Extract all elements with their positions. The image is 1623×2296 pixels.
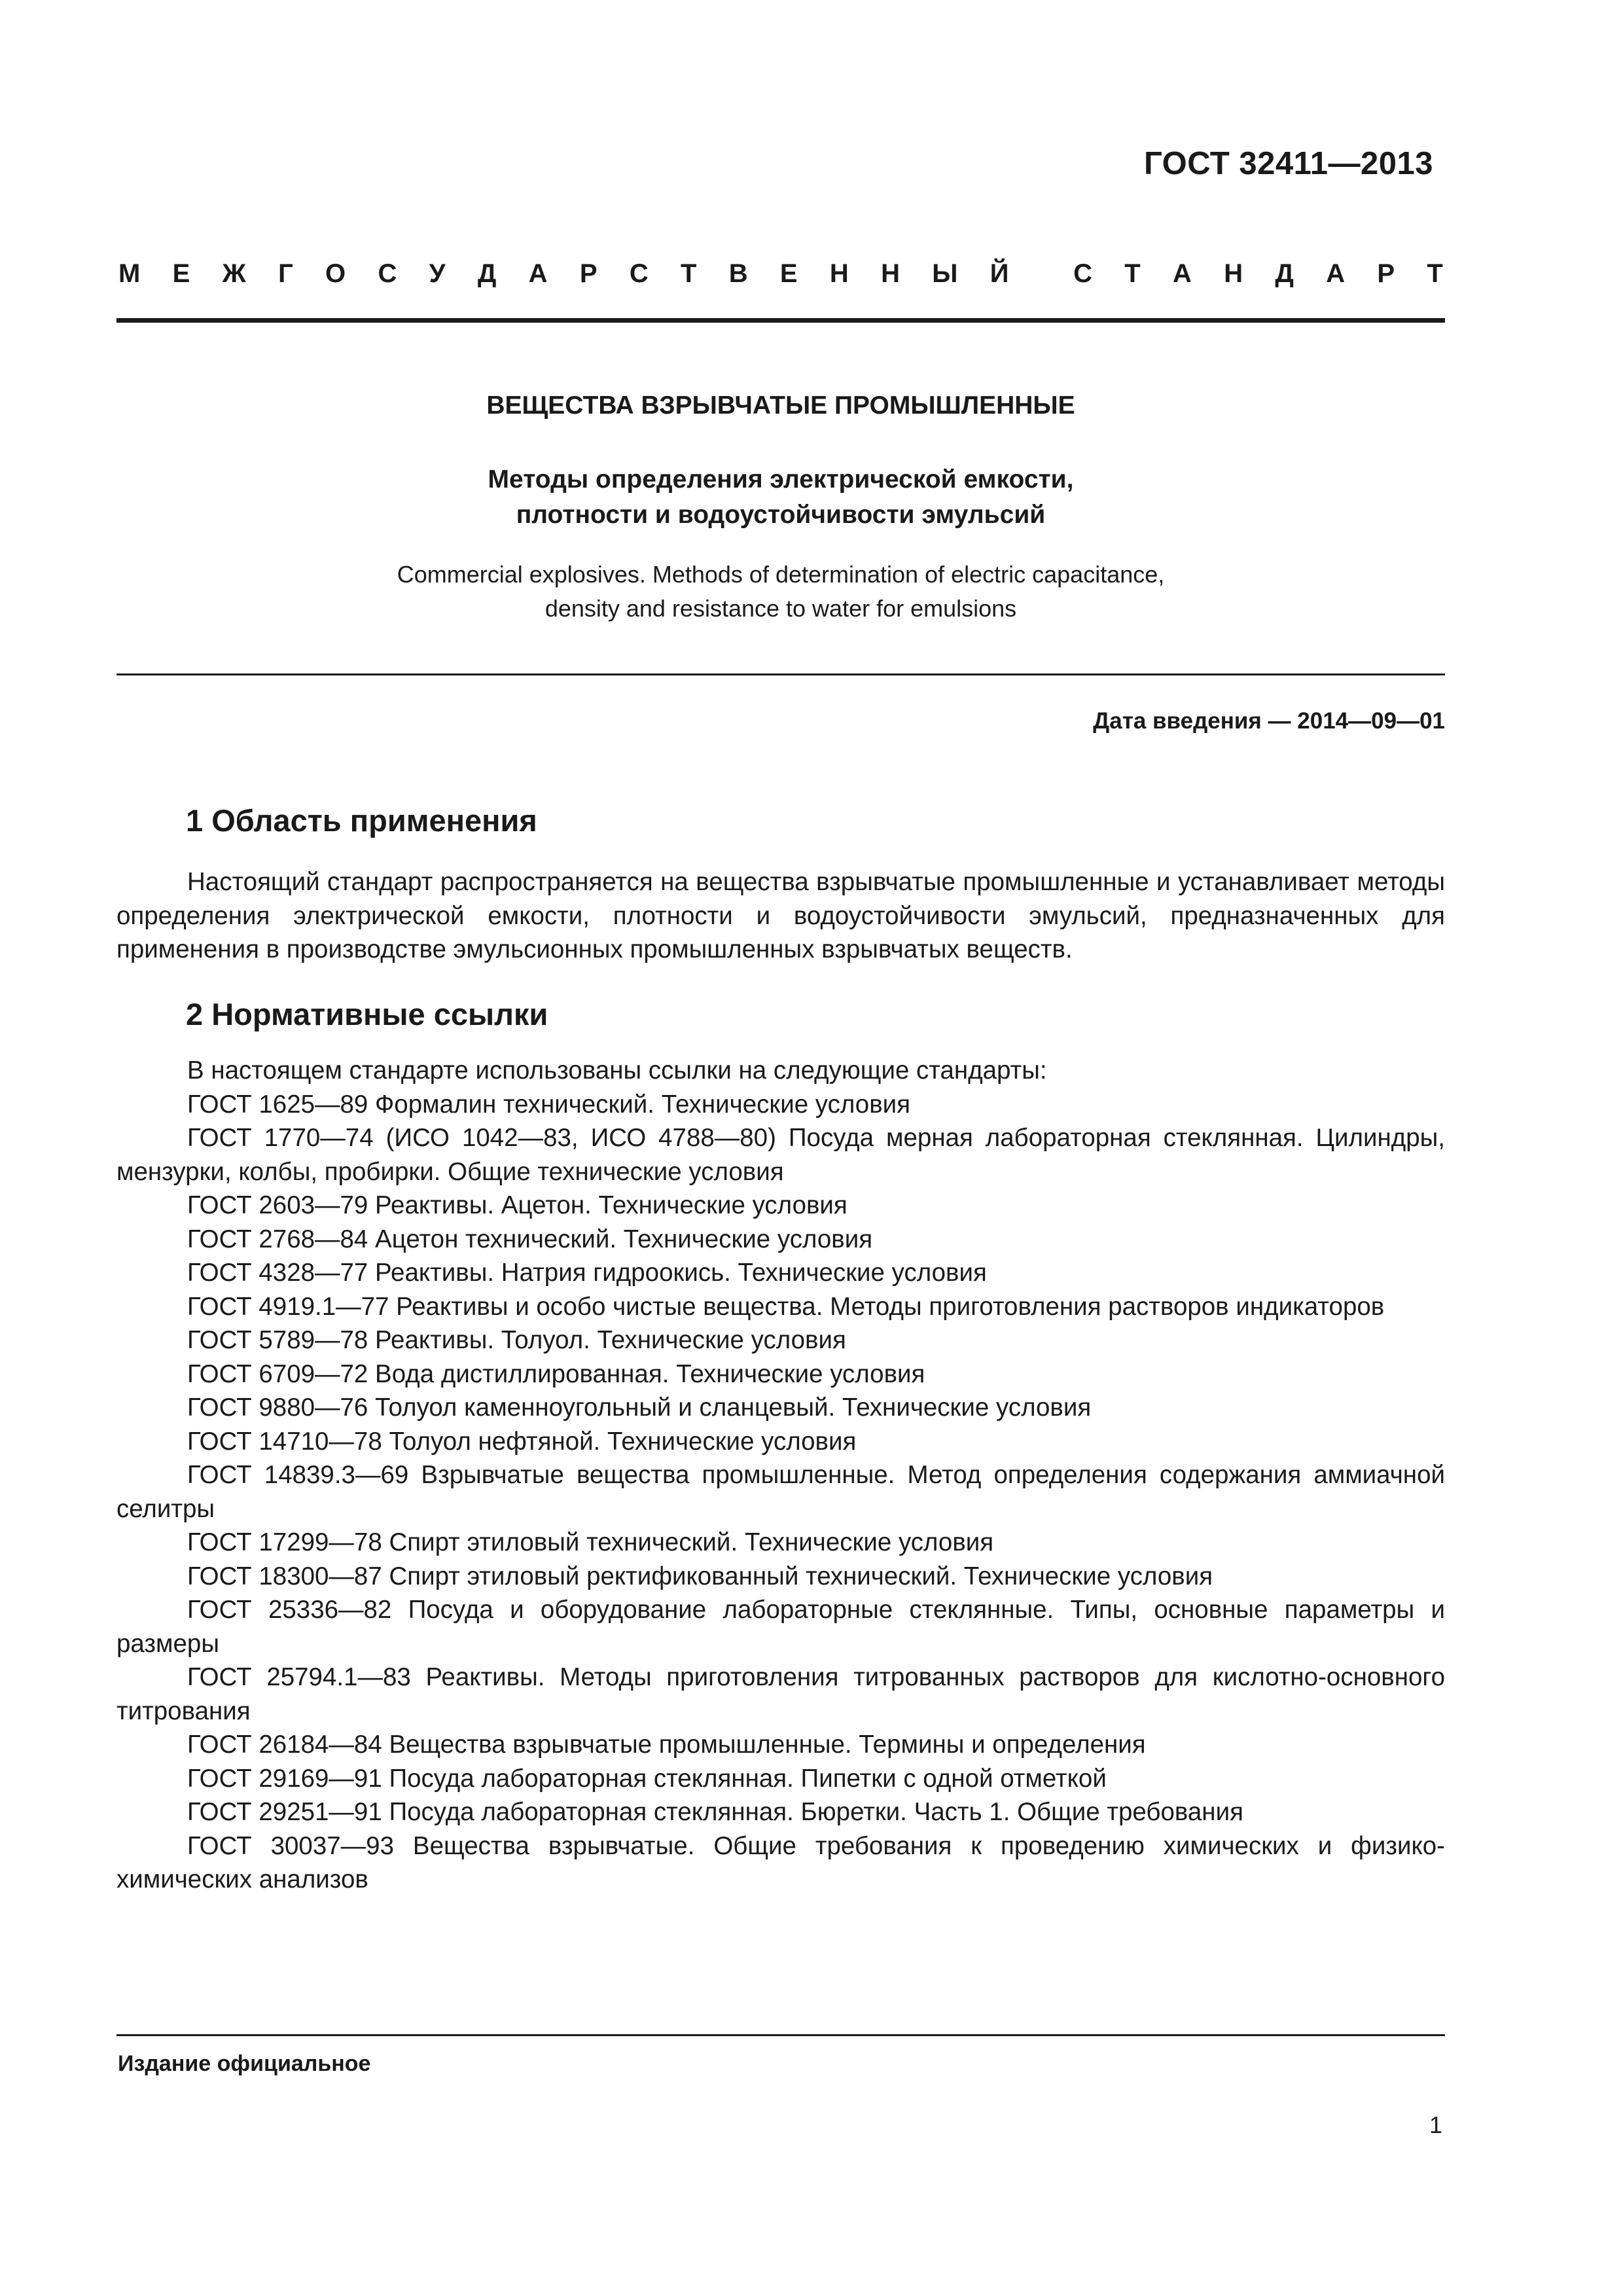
- standard-type-letter: А: [1173, 259, 1192, 288]
- reference-item: ГОСТ 9880—76 Толуол каменноугольный и сланцевый. Технические условия: [187, 1393, 1092, 1422]
- reference-item: ГОСТ 2768—84 Ацетон технический. Технические условия: [187, 1225, 873, 1253]
- standard-type-letter: А: [1326, 259, 1346, 288]
- standard-type-letter: Ж: [222, 259, 246, 288]
- standard-type-letter: У: [429, 259, 446, 288]
- reference-item: ГОСТ 4328—77 Реактивы. Натрия гидроокись. Технические условия: [187, 1259, 987, 1287]
- standard-type-letter: Н: [829, 259, 849, 288]
- standard-type-heading: [118, 259, 1443, 289]
- standard-type-letter: Р: [579, 259, 597, 288]
- english-title: [116, 558, 1445, 626]
- document-subtitle: [116, 462, 1445, 533]
- title-divider: [116, 673, 1445, 675]
- reference-item: ГОСТ 25336—82 Посуда и оборудование лабораторные стеклянные. Типы, основные параметры и размеры: [116, 1596, 1445, 1658]
- standard-type-letter: Н: [1224, 259, 1243, 288]
- section-1-text: Настоящий стандарт распространяется на вещества взрывчатые промышленные и устанавливает методы определения электрической емкости, плотности и водоустойчивости эмульсий, предназначенных для применения в производстве эмульсионных промышленных взрывчатых веществ.: [116, 868, 1445, 963]
- header-divider: [116, 318, 1445, 323]
- standard-type-letter: М: [118, 259, 141, 288]
- standard-type-letter: Р: [1377, 259, 1395, 288]
- standard-type-letter: С: [378, 259, 397, 288]
- standard-type-letter: Е: [779, 259, 798, 288]
- standard-type-letter: Т: [1427, 259, 1443, 288]
- reference-item: ГОСТ 17299—78 Спирт этиловый технический. Технические условия: [187, 1528, 994, 1556]
- reference-item: ГОСТ 1770—74 (ИСО 1042—83, ИСО 4788—80) Посуда мерная лабораторная стеклянная. Цилиндры, мензурки, колбы, пробирки. Общие технические условия: [116, 1124, 1445, 1186]
- section-1-paragraph: [116, 865, 1445, 967]
- reference-item: ГОСТ 29251—91 Посуда лабораторная стеклянная. Бюретки. Часть 1. Общие требования: [187, 1798, 1243, 1826]
- standard-type-letter: А: [528, 259, 548, 288]
- standard-type-letter: Т: [681, 259, 697, 288]
- english-title-line-2: density and resistance to water for emulsions: [544, 595, 1017, 622]
- reference-item: ГОСТ 4919.1—77 Реактивы и особо чистые вещества. Методы приготовления растворов индикаторов: [187, 1292, 1385, 1321]
- references-intro: В настоящем стандарте использованы ссылки на следующие стандарты:: [187, 1056, 1047, 1085]
- standard-type-letter: Н: [881, 259, 900, 288]
- standard-type-letter: Д: [477, 259, 497, 288]
- standard-type-letter: Е: [172, 259, 190, 288]
- document-code: ГОСТ 32411—2013: [1143, 146, 1433, 181]
- reference-item: ГОСТ 25794.1—83 Реактивы. Методы приготовления титрованных растворов для кислотно-основного титрования: [116, 1663, 1445, 1725]
- standard-type-letter: В: [728, 259, 748, 288]
- reference-item: ГОСТ 30037—93 Вещества взрывчатые. Общие требования к проведению химических и физико-химических анализов: [116, 1831, 1445, 1893]
- standard-type-letter: Д: [1275, 259, 1294, 288]
- standard-type-letter: Ы: [932, 259, 958, 288]
- standard-type-letter: Г: [278, 259, 293, 288]
- reference-item: ГОСТ 18300—87 Спирт этиловый ректификованный технический. Технические условия: [187, 1562, 1213, 1590]
- footer-divider: [116, 2034, 1445, 2036]
- reference-item: ГОСТ 1625—89 Формалин технический. Технические условия: [187, 1090, 910, 1119]
- normative-references-list: [116, 1054, 1445, 1897]
- standard-type-letter: С: [1073, 259, 1092, 288]
- introduction-date: Дата введения — 2014—09—01: [1093, 708, 1445, 734]
- section-2-heading: 2 Нормативные ссылки: [186, 997, 548, 1031]
- subtitle-line-2: плотности и водоустойчивости эмульсий: [516, 501, 1046, 529]
- reference-item: ГОСТ 6709—72 Вода дистиллированная. Технические условия: [187, 1359, 925, 1388]
- subtitle-line-1: Методы определения электрической емкости,: [488, 465, 1074, 493]
- standard-type-letter: О: [325, 259, 346, 288]
- reference-item: ГОСТ 29169—91 Посуда лабораторная стеклянная. Пипетки с одной отметкой: [187, 1764, 1107, 1793]
- reference-item: ГОСТ 5789—78 Реактивы. Толуол. Технические условия: [187, 1326, 846, 1354]
- reference-item: ГОСТ 26184—84 Вещества взрывчатые промышленные. Термины и определения: [187, 1731, 1146, 1759]
- section-1-heading: 1 Область применения: [186, 803, 537, 838]
- standard-type-letter: Й: [990, 259, 1009, 288]
- official-edition-label: Издание официальное: [118, 2051, 371, 2076]
- reference-item: ГОСТ 2603—79 Реактивы. Ацетон. Технические условия: [187, 1191, 847, 1219]
- standard-type-letter: С: [629, 259, 649, 288]
- reference-item: ГОСТ 14710—78 Толуол нефтяной. Технические условия: [187, 1427, 857, 1456]
- english-title-line-1: Commercial explosives. Methods of determination of electric capacitance,: [397, 561, 1165, 588]
- document-title: ВЕЩЕСТВА ВЗРЫВЧАТЫЕ ПРОМЫШЛЕННЫЕ: [486, 391, 1075, 420]
- reference-item: ГОСТ 14839.3—69 Взрывчатые вещества промышленные. Метод определения содержания аммиачной селитры: [116, 1461, 1445, 1523]
- standard-type-letter: Т: [1124, 259, 1141, 288]
- page-number: 1: [1429, 2111, 1442, 2138]
